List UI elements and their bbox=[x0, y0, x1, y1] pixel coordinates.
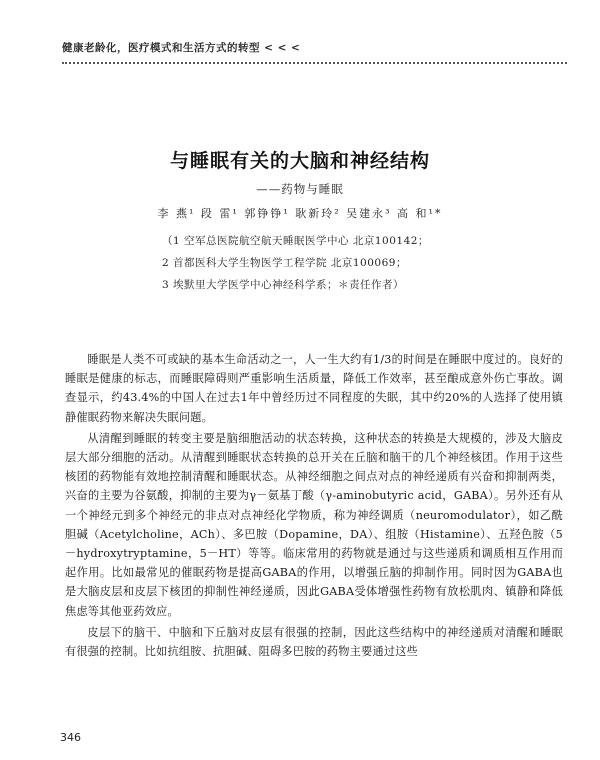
page-number: 346 bbox=[60, 731, 81, 744]
header-divider bbox=[62, 62, 567, 64]
article-body bbox=[65, 350, 563, 663]
affiliation-1: （1 空军总医院航空航天睡眠医学中心 北京100142； bbox=[162, 235, 429, 247]
body-paragraph-3: 皮层下的脑干、中脑和下丘脑对皮层有很强的控制，因此这些结构中的神经递质对清醒和睡眠有很强的控制。比如抗组胺、抗胆碱、阻碍多巴胺的药物主要通过这些 bbox=[65, 625, 563, 659]
author-list: 李 燕¹ 段 雷¹ 郭铮铮¹ 耿新玲² 吴建永³ 高 和¹* bbox=[157, 207, 443, 220]
affiliation-3: 3 埃默里大学医学中心神经科学系；＊责任作者） bbox=[162, 279, 405, 291]
article-title: 与睡眠有关的大脑和神经结构 bbox=[169, 150, 430, 172]
affiliation-2: 2 首都医科大学生物医学工程学院 北京100069； bbox=[162, 257, 407, 269]
body-paragraph-1: 睡眠是人类不可或缺的基本生命活动之一，人一生大约有1/3的时间是在睡眠中度过的。良好的睡眠是健康的标志，而睡眠障碍则严重影响生活质量，降低工作效率，甚至酿成意外伤亡事故。调查显示，约43.4%的中国人在过去1年中曾经历过不同程度的失眠，其中约20%的人选择了使用镇静催眠药物来解决失眠问题。 bbox=[65, 353, 563, 424]
article-subtitle: ——药物与睡眠 bbox=[256, 182, 344, 196]
running-header: 健康老龄化，医疗模式和生活方式的转型 < < < bbox=[62, 42, 301, 54]
body-paragraph-2: 从清醒到睡眠的转变主要是脑细胞活动的状态转换，这种状态的转换是大规模的，涉及大脑皮层大部分细胞的活动。从清醒到睡眠状态转换的总开关在丘脑和脑干的几个神经核团。作用于这些核团的药物能有效地控制清醒和睡眠状态。从神经细胞之间点对点的神经递质有兴奋和抑制两类，兴奋的主要为谷氨酸，抑制的主要为γ－氨基丁酸（γ-aminobutyric acid，GABA）。另外还有从一个神经元到多个神经元的非点对点神经化学物质，称为神经调质（neuromodulator），如乙酰胆碱（Acetylcholine，ACh）、多巴胺（Dopamine，DA）、组胺（Histamine）、五羟色胺（5－hydroxytryptamine，5－HT）等等。临床常用的药物就是通过与这些递质和调质相互作用而起作用。比如最常见的催眠药物是提高GABA的作用，以增强丘脑的抑制作用。同时因为GABA也是大脑皮层和皮层下核团的抑制性神经递质，因此GABA受体增强性药物有放松肌肉、镇静和降低焦虑等其他亚药效应。 bbox=[65, 431, 563, 618]
